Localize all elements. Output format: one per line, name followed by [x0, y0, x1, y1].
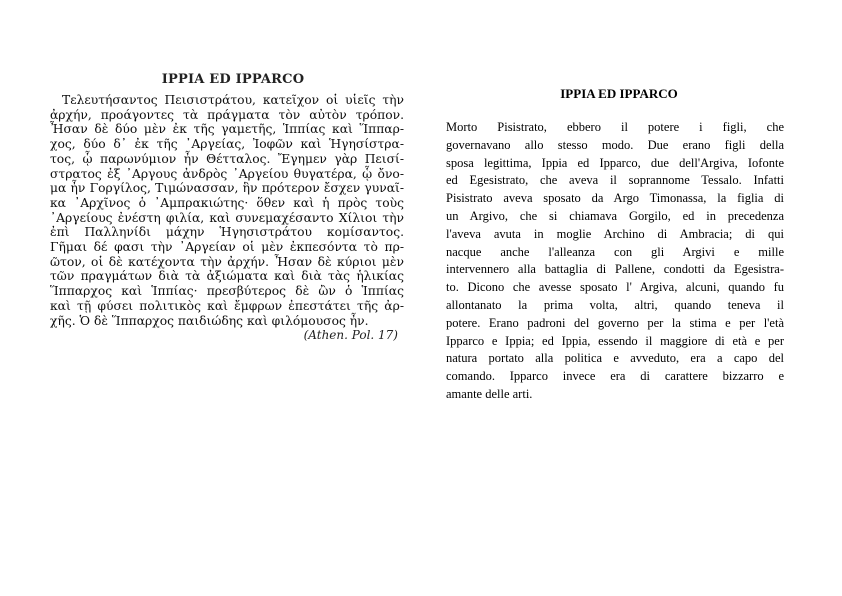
- greek-title: IPPIA ED IPPARCO: [161, 72, 305, 87]
- text-line: στρατος ἐξ ᾽Αργους ἀνδρὸς ᾽Αργείου θυγατέρα, ᾧ ὄνο-: [50, 166, 404, 181]
- text-line: Γῆμαι δέ φασι τὴν ᾽Αργείαν οἱ μὲν ἐκπεσόντα τὸ πρ-: [50, 240, 404, 255]
- text-line: Ipparco e Ippia; ed Ippia, essendo il maggiore di età e per: [446, 333, 784, 348]
- text-line: ἐπὶ Παλληνίδι μάχην Ἡγησιστράτου κομίσαντος.: [50, 225, 404, 240]
- text-line: governavano allo stesso modo. Due erano figli della: [446, 137, 784, 152]
- italian-translation: [446, 86, 784, 404]
- text-line: κα ᾽Αρχῖνος ὁ ᾽Αμπρακιώτης· ὅθεν καὶ ἡ πρὸς τοὺς: [50, 195, 404, 210]
- text-line: Ἦσαν δὲ δύο μὲν ἐκ τῆς γαμετῆς, Ἱππίας καὶ Ἵππαρ-: [50, 122, 404, 137]
- text-line: ᾽Αργείους ἐνέστη φιλία, καὶ συνεμαχέσαντο Χίλιοι τὴν: [50, 210, 404, 225]
- text-line: χος, δύο δ᾽ ἐκ τῆς ᾽Αργείας, Ἰοφῶν καὶ Ἡγησίστρα-: [50, 137, 404, 152]
- italian-title: IPPIA ED IPPARCO: [560, 86, 678, 101]
- greek-paragraph: [50, 93, 404, 328]
- text-line: Ἵππαρχος καὶ Ἱππίας· πρεσβύτερος δὲ ὢν ὁ Ἱππίας: [50, 284, 404, 299]
- text-line: τος, ᾧ παρωνύμιον ἦν Θέτταλος. Ἔγημεν γὰρ Πεισί-: [50, 151, 404, 166]
- text-line: natura portato alla politica e avveduto, era a capo del: [446, 351, 784, 366]
- text-line: amante delle arti.: [446, 386, 533, 401]
- text-line: comando. Ipparco invece era di carattere bizzarro e: [446, 369, 784, 384]
- text-line: to. Dicono che avesse sposato l' Argiva, alcuni, quando fu: [446, 280, 784, 295]
- text-line: un Argivo, che si chiamava Gorgilo, ed in precedenza: [446, 208, 784, 223]
- text-line: nacque anche l'alleanza con gli Argivi e mille: [446, 244, 784, 259]
- text-line: l'aveva avuta in moglie Archino di Ambracia; di qui: [446, 226, 784, 241]
- text-line: τῶν πραγμάτων διὰ τὰ ἀξιώματα καὶ διὰ τὰς ἡλικίας: [50, 269, 404, 284]
- text-line: χῆς. Ὁ δὲ Ἵππαρχος παιδιώδης καὶ φιλόμουσος ἦν.: [50, 313, 369, 328]
- text-line: Pisistrato aveva sposato da Argo Timonassa, la figlia di: [446, 191, 784, 206]
- text-line: μα ἦν Γοργίλος, Τιμώνασσαν, ἣν πρότερον ἔσχεν γυναῖ-: [50, 181, 404, 196]
- italian-paragraph: [446, 119, 784, 404]
- text-line: ῶτον, οἱ δὲ κατέχοντα τὴν ἀρχήν. Ἦσαν δὲ κύριοι μὲν: [50, 254, 404, 269]
- text-line: potere. Erano padroni del governo per la stima e per l'età: [446, 315, 784, 330]
- greek-text-scan: [50, 72, 404, 342]
- citation: (Athen. Pol. 17): [303, 328, 398, 343]
- text-line: allontanato la prima volta, altri, quando teneva il: [446, 297, 784, 312]
- text-line: ed Egesistrato, che aveva il soprannome Tessalo. Infatti: [446, 173, 784, 188]
- text-line: intervennero alla battaglia di Pallene, condotti da Egesistra-: [446, 262, 784, 277]
- text-line: ἀρχήν, προάγοντες τὰ πράγματα τὸν αὐτὸν τρόπον.: [50, 107, 404, 122]
- text-line: Τελευτήσαντος Πεισιστράτου, κατεῖχον οἱ υἱεῖς τὴν: [62, 93, 404, 107]
- text-line: καὶ τῇ φύσει πολιτικὸς καὶ ἔμφρων ἐπεστάτει τῆς ἀρ-: [50, 298, 404, 313]
- text-line: sposa legittima, Ippia ed Ipparco, due dell'Argiva, Iofonte: [446, 155, 784, 170]
- text-line: Morto Pisistrato, ebbero il potere i figli, che: [446, 120, 784, 134]
